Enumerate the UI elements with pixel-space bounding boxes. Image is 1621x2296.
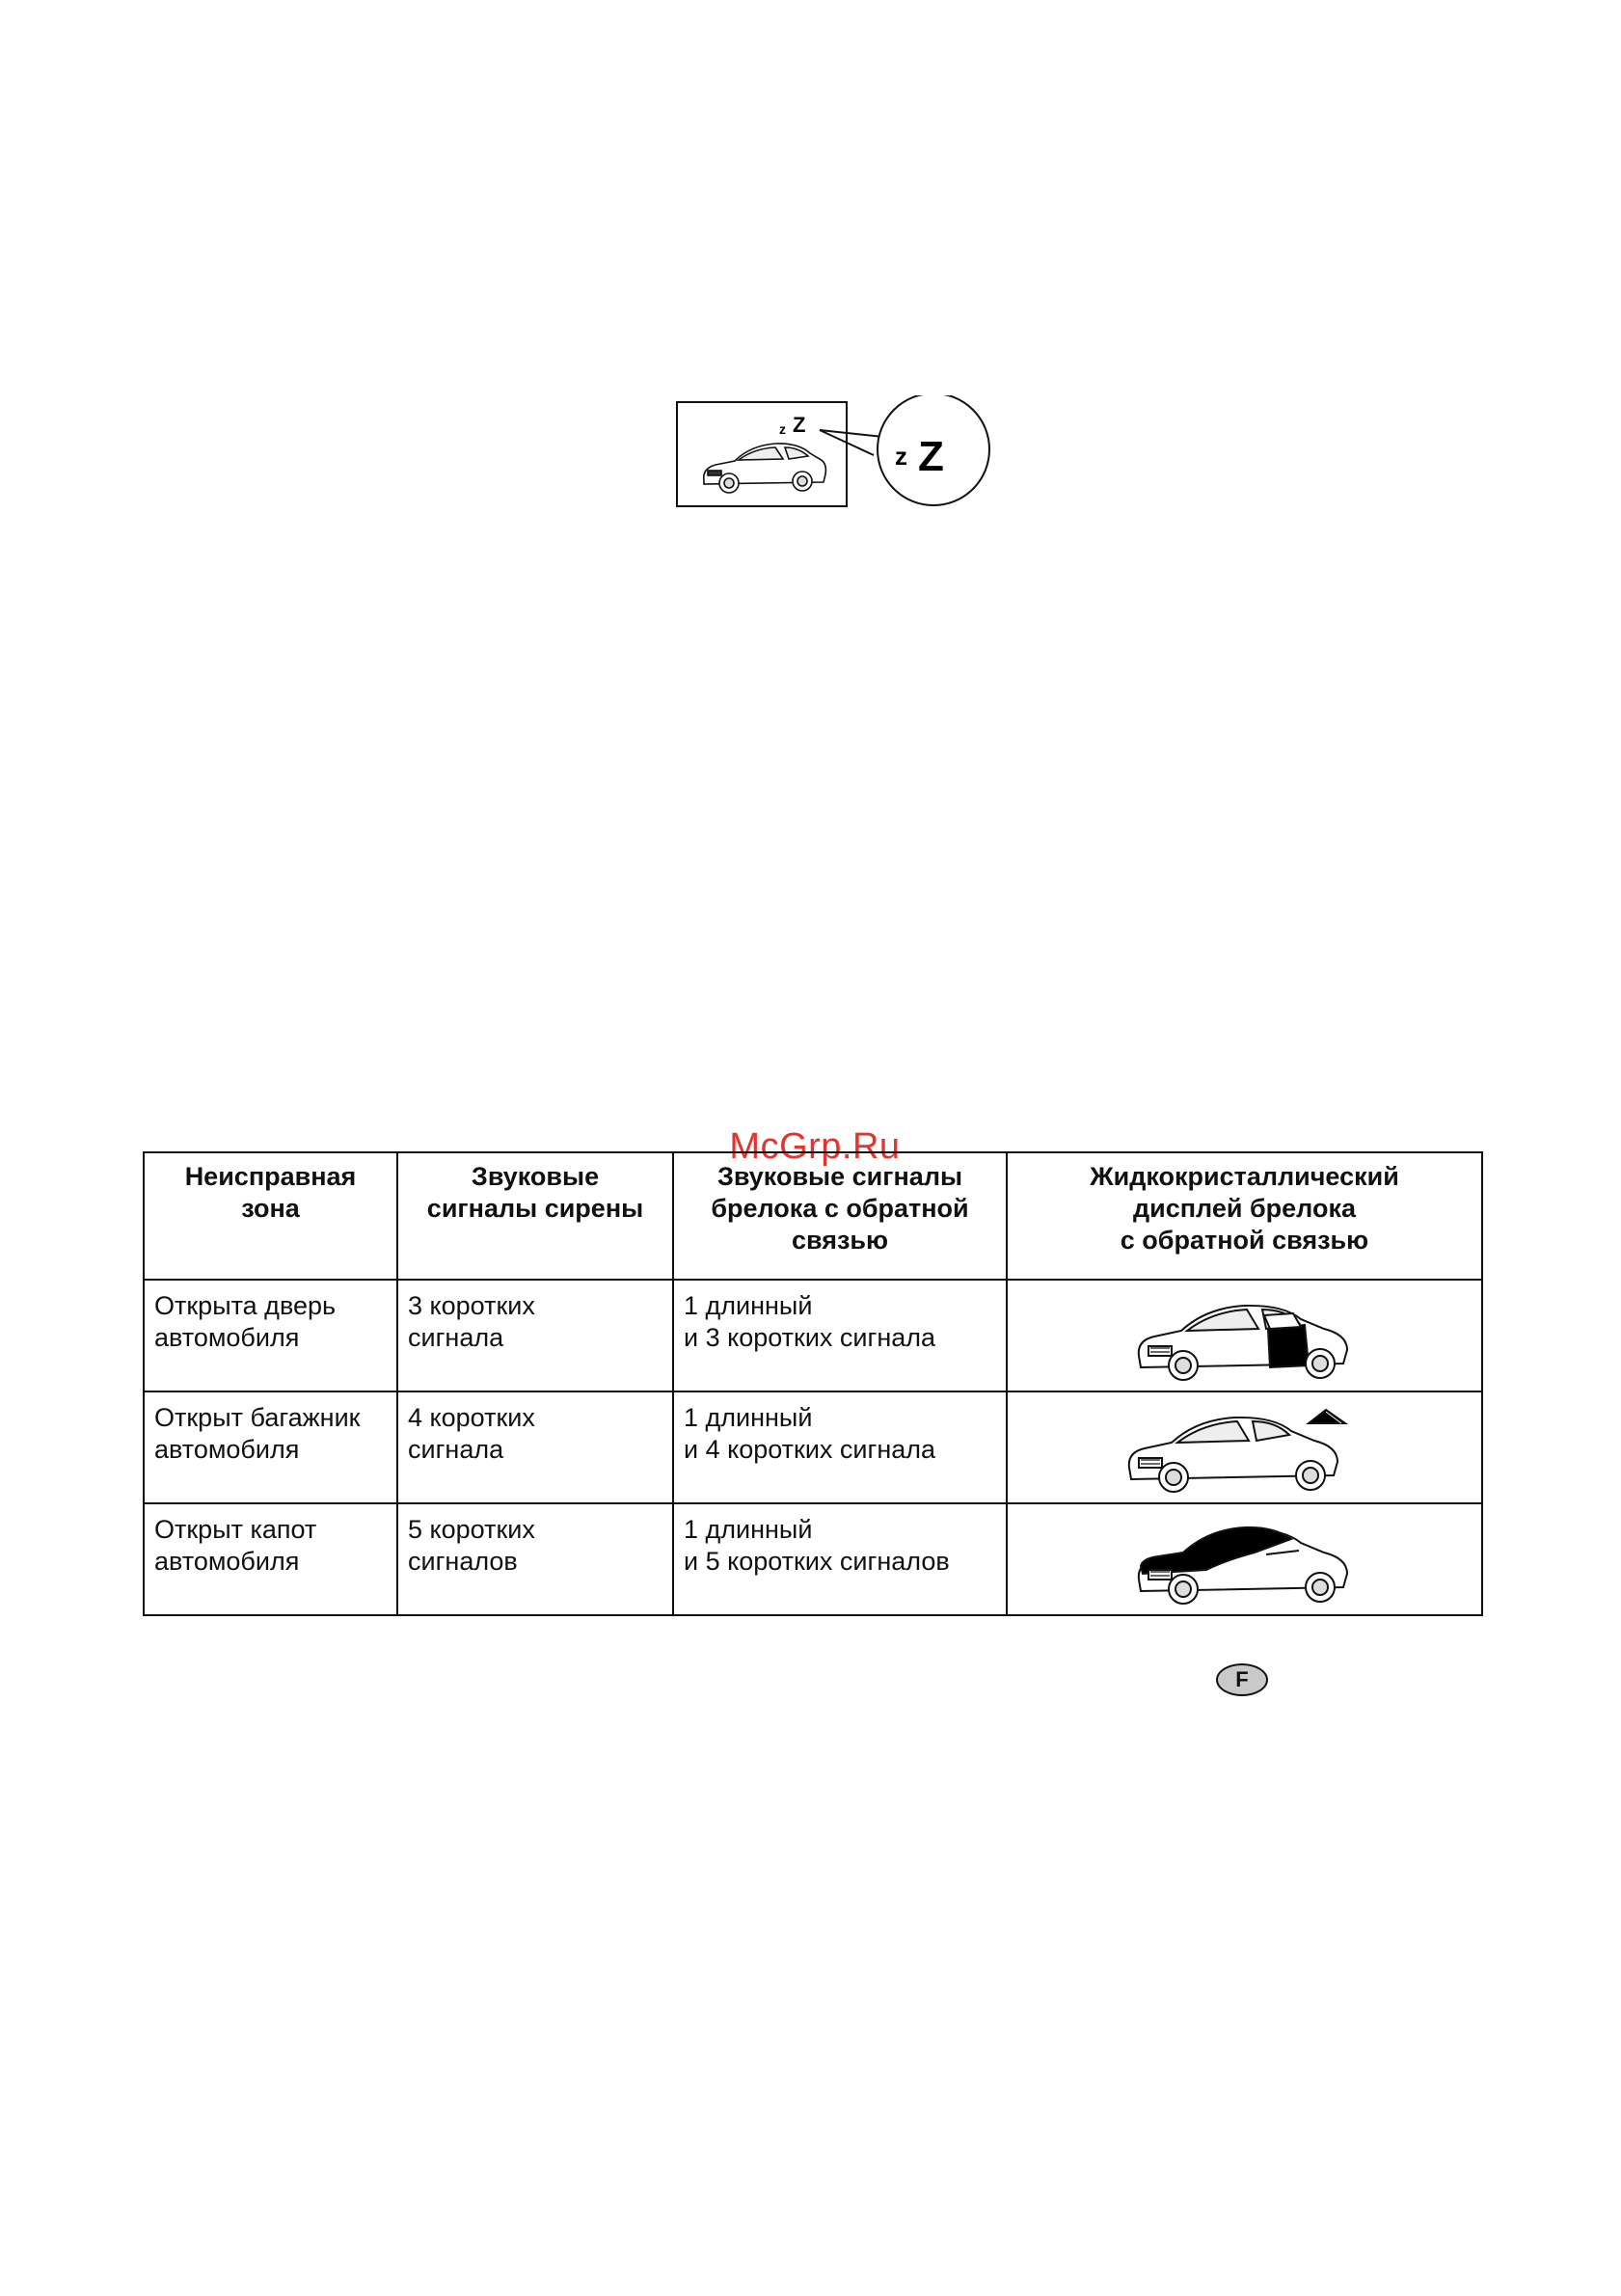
table-header-row	[144, 1152, 1482, 1280]
fault-zone-cell: Открыт капот автомобиля	[144, 1503, 397, 1615]
car-door-open-icon	[1129, 1286, 1361, 1383]
bubble-small-z-text: z	[895, 442, 907, 471]
small-z-text: z	[779, 421, 786, 437]
lcd-display-cell	[1007, 1280, 1482, 1391]
fault-zone-cell: Открыт багажник автомобиля	[144, 1391, 397, 1503]
lcd-display-cell	[1007, 1503, 1482, 1615]
fob-signal-cell: 1 длинный и 3 коротких сигнала	[673, 1280, 1007, 1391]
header-lcd-display: Жидкокристаллический дисплей брелока с обратной связью	[1007, 1152, 1482, 1280]
big-z-text: Z	[793, 413, 806, 437]
header-siren-signals: Звуковые сигналы сирены	[397, 1152, 673, 1280]
sleep-mode-illustration	[675, 395, 993, 540]
siren-signal-cell: 3 коротких сигнала	[397, 1280, 673, 1391]
lcd-display-cell	[1007, 1391, 1482, 1503]
siren-signal-cell: 4 коротких сигнала	[397, 1391, 673, 1503]
table-row	[144, 1503, 1482, 1615]
bubble-big-z-text: Z	[918, 433, 944, 480]
car-hood-open-icon	[1129, 1510, 1361, 1607]
header-fault-zone: Неисправная зона	[144, 1152, 397, 1280]
fault-zone-cell: Открыта дверь автомобиля	[144, 1280, 397, 1391]
fault-zone-table	[143, 1151, 1483, 1616]
table-row	[144, 1280, 1482, 1391]
watermark: McGrp.Ru	[729, 1126, 901, 1167]
fob-signal-cell: 1 длинный и 5 коротких сигналов	[673, 1503, 1007, 1615]
car-trunk-open-icon	[1120, 1398, 1370, 1495]
header-fob-signals: Звуковые сигналы брелока с обратной связью	[673, 1152, 1007, 1280]
siren-signal-cell: 5 коротких сигналов	[397, 1503, 673, 1615]
section-badge: F	[1216, 1663, 1268, 1696]
table-row	[144, 1391, 1482, 1503]
fob-signal-cell: 1 длинный и 4 коротких сигнала	[673, 1391, 1007, 1503]
